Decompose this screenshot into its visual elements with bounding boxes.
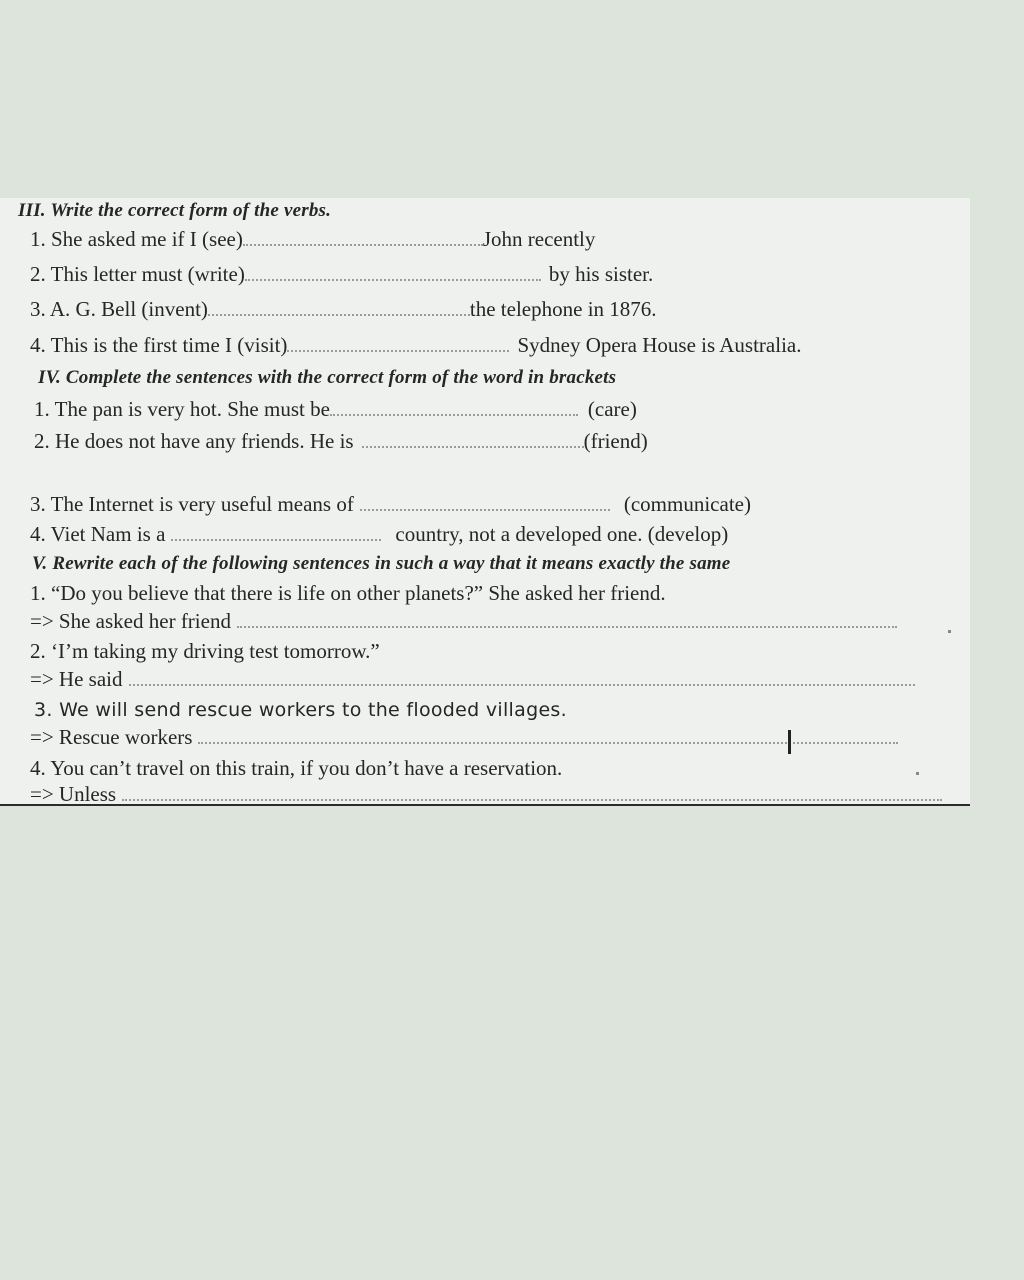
s3-item-3 xyxy=(30,296,657,322)
s3-item-2-text: 2. This letter must (write) xyxy=(30,262,245,286)
answer-blank[interactable] xyxy=(245,263,541,281)
s4-item-1 xyxy=(34,396,637,422)
answer-blank[interactable] xyxy=(330,398,578,416)
s3-item-4-after: Sydney Opera House is Australia. xyxy=(517,333,802,357)
answer-line[interactable] xyxy=(122,783,942,801)
s3-item-1 xyxy=(30,226,595,252)
s5-item-1-sentence: 1. “Do you believe that there is life on other planets?” She asked her friend. xyxy=(30,581,666,605)
section-3-heading: III. Write the correct form of the verbs. xyxy=(18,200,332,221)
answer-line[interactable] xyxy=(198,726,898,744)
answer-blank[interactable] xyxy=(360,493,610,511)
section-4-heading: IV. Complete the sentences with the correct form of the word in brackets xyxy=(38,367,617,388)
s5-item-1-prompt: => She asked her friend xyxy=(30,609,231,633)
s3-item-4 xyxy=(30,332,801,358)
s3-item-1-after: John recently xyxy=(482,227,596,251)
stray-mark xyxy=(916,772,919,775)
s4-item-4-after: country, not a developed one. (develop) xyxy=(395,522,729,546)
s5-item-1-answer xyxy=(30,608,897,634)
s3-item-2-after: by his sister. xyxy=(548,262,654,286)
answer-blank[interactable] xyxy=(362,430,584,448)
text-cursor-icon xyxy=(788,730,791,754)
s3-item-2 xyxy=(30,261,653,287)
s3-item-3-text: 3. A. G. Bell (invent) xyxy=(30,297,208,321)
s4-item-1-text: 1. The pan is very hot. She must be xyxy=(34,397,330,421)
answer-blank[interactable] xyxy=(171,523,381,541)
section-5-heading: V. Rewrite each of the following sentences in such a way that it means exactly the same xyxy=(32,553,731,574)
s3-item-1-text: 1. She asked me if I (see) xyxy=(30,227,243,251)
s4-item-2-after: (friend) xyxy=(583,429,648,453)
s5-item-2-prompt: => He said xyxy=(30,667,123,691)
answer-blank[interactable] xyxy=(287,334,509,352)
s5-item-2-sentence: 2. ‘I’m taking my driving test tomorrow.” xyxy=(30,639,380,663)
s5-item-3-answer xyxy=(30,724,898,750)
s5-item-2-answer xyxy=(30,666,915,692)
s5-item-3-prompt: => Rescue workers xyxy=(30,725,193,749)
s4-item-2-text: 2. He does not have any friends. He is xyxy=(34,429,354,453)
answer-line[interactable] xyxy=(237,610,897,628)
answer-blank[interactable] xyxy=(208,298,470,316)
answer-blank[interactable] xyxy=(243,228,483,246)
s4-item-3-after: (communicate) xyxy=(623,492,751,516)
s3-item-3-after: the telephone in 1876. xyxy=(469,297,657,321)
s4-item-3 xyxy=(30,491,751,517)
answer-line[interactable] xyxy=(129,668,915,686)
stray-mark xyxy=(948,630,951,633)
s4-item-4 xyxy=(30,521,728,547)
s4-item-2 xyxy=(34,428,648,454)
s4-item-4-text: 4. Viet Nam is a xyxy=(30,522,166,546)
s4-item-3-text: 3. The Internet is very useful means of xyxy=(30,492,354,516)
s5-item-4-sentence: 4. You can’t travel on this train, if you don’t have a reservation. xyxy=(30,756,563,780)
s5-item-4-prompt: => Unless xyxy=(30,782,117,806)
s5-item-3-sentence: 3. We will send rescue workers to the flooded villages. xyxy=(34,699,567,721)
s4-item-1-after: (care) xyxy=(587,397,637,421)
s5-item-4-answer xyxy=(30,781,942,807)
s3-item-4-text: 4. This is the first time I (visit) xyxy=(30,333,288,357)
